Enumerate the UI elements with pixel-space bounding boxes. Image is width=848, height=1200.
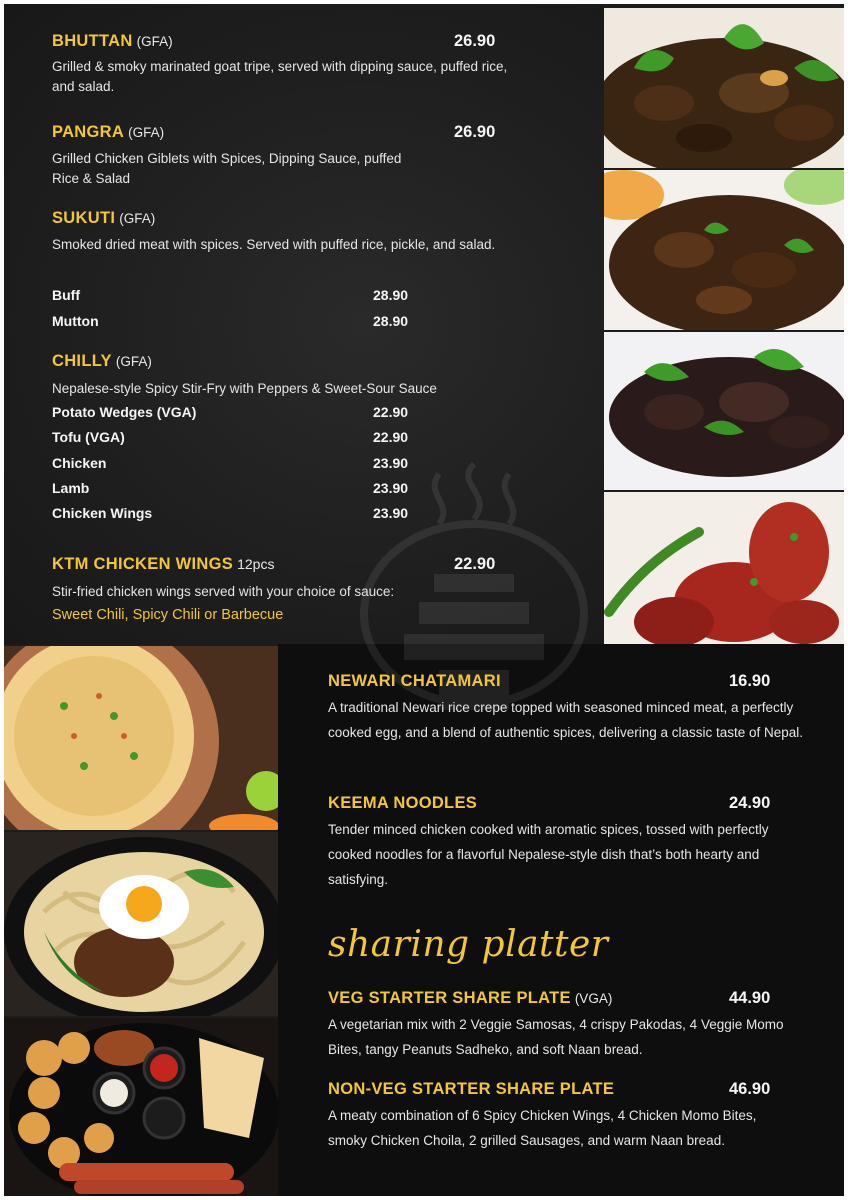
item-description: Nepalese-style Spicy Stir-Fry with Peppers & Sweet-Sour Sauce	[52, 381, 437, 396]
option-label: Lamb	[52, 480, 90, 496]
item-name-text: SUKUTI	[52, 209, 116, 227]
option-label: Chicken	[52, 455, 107, 471]
option-label: Mutton	[52, 313, 99, 329]
item-name	[52, 32, 173, 51]
item-name: NON-VEG STARTER SHARE PLATE	[328, 1080, 615, 1098]
option-price: 23.90	[373, 480, 409, 496]
item-description: A meaty combination of 6 Spicy Chicken Wings, 4 Chicken Momo Bites, smoky Chicken Choila, 2 grilled Sausages, and warm Naan bread.	[328, 1108, 757, 1148]
item-name	[52, 123, 164, 142]
item-description: Tender minced chicken cooked with aromatic spices, tossed with perfectly cooked noodles for a flavorful Nepalese-style dish that’s both hearty and satisfying.	[328, 822, 769, 887]
dietary-tag: (GFA)	[136, 34, 173, 49]
item-description: Stir-fried chicken wings served with your choice of sauce:	[52, 584, 395, 599]
item-name-text: BHUTTAN	[52, 32, 133, 50]
item-price: 16.90	[729, 672, 771, 690]
dietary-tag: (GFA)	[128, 125, 165, 140]
pangra-photo	[604, 170, 844, 330]
option-price: 28.90	[373, 313, 409, 329]
dietary-tag: (GFA)	[119, 211, 156, 226]
item-description: Grilled Chicken Giblets with Spices, Dipping Sauce, puffed Rice & Salad	[52, 151, 402, 186]
option-price: 22.90	[373, 404, 409, 420]
item-name	[328, 989, 612, 1008]
item-name	[52, 352, 152, 371]
option-price: 22.90	[373, 429, 409, 445]
dietary-tag: (GFA)	[115, 354, 152, 369]
item-name: NEWARI CHATAMARI	[328, 672, 501, 690]
item-name	[52, 209, 155, 228]
item-price: 26.90	[454, 123, 496, 141]
item-price: 26.90	[454, 32, 496, 50]
item-description: A vegetarian mix with 2 Veggie Samosas, 4 crispy Pakodas, 4 Veggie Momo Bites, tangy Peanuts Sadheko, and soft Naan bread.	[328, 1017, 784, 1057]
option-label: Chicken Wings	[52, 505, 153, 521]
option-label: Potato Wedges (VGA)	[52, 404, 197, 420]
sukuti-photo	[604, 332, 844, 490]
item-price: 22.90	[454, 555, 496, 573]
item-description: A traditional Newari rice crepe topped with seasoned minced meat, a perfectly cooked egg, and a blend of authentic spices, delivering a classic taste of Nepal.	[328, 700, 804, 740]
item-description: Smoked dried meat with spices. Served with puffed rice, pickle, and salad.	[52, 237, 496, 252]
keema-noodles-photo	[4, 832, 278, 1016]
item-name: KEEMA NOODLES	[328, 794, 478, 812]
option-price: 28.90	[373, 287, 409, 303]
item-name-text: VEG STARTER SHARE PLATE	[328, 989, 571, 1007]
quantity-tag: 12pcs	[237, 556, 275, 572]
item-name-text: CHILLY	[52, 352, 112, 370]
item-price: 46.90	[729, 1080, 771, 1098]
item-name	[52, 555, 274, 574]
sharing-platter-photo	[4, 1018, 278, 1196]
option-price: 23.90	[373, 455, 409, 471]
section-title-sharing-platter: sharing platter	[328, 924, 609, 965]
dietary-tag: (VGA)	[574, 991, 613, 1006]
item-name-text: KTM CHICKEN WINGS	[52, 555, 234, 573]
option-label: Tofu (VGA)	[52, 429, 125, 445]
sauce-options: Sweet Chili, Spicy Chili or Barbecue	[52, 607, 284, 623]
bhuttan-photo	[604, 8, 844, 168]
option-price: 23.90	[373, 505, 409, 521]
item-price: 44.90	[729, 989, 771, 1007]
menu-page	[4, 4, 844, 1196]
chatamari-photo	[4, 646, 278, 830]
item-price: 24.90	[729, 794, 771, 812]
item-description: Grilled & smoky marinated goat tripe, served with dipping sauce, puffed rice, and salad.	[52, 59, 508, 94]
chicken-wings-photo	[604, 492, 844, 644]
item-name-text: PANGRA	[52, 123, 125, 141]
option-label: Buff	[52, 287, 80, 303]
